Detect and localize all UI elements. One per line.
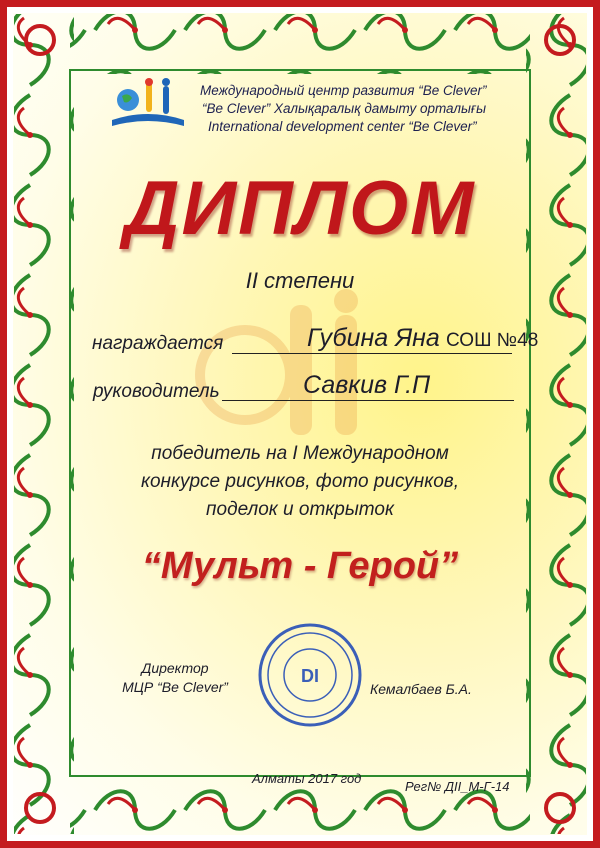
diploma-title: ДИПЛОМ <box>124 166 476 251</box>
header-line-2: “Be Clever” Халықаралық дамыту орталығы <box>202 101 487 116</box>
header-line-1: Международный центр развития “Be Clever” <box>200 83 487 98</box>
director-block <box>105 659 245 697</box>
director-name: Кемалбаев Б.А. <box>370 681 472 697</box>
winner-line-3: поделок и открыток <box>206 499 394 520</box>
organization-header <box>200 82 487 136</box>
winner-line-2: конкурсе рисунков, фото рисунков, <box>141 471 459 492</box>
city-year: Алматы 2017 год <box>252 771 362 786</box>
awarded-underline <box>232 353 512 354</box>
degree-label: II степени <box>245 268 355 293</box>
supervisor-name: Савкив Г.П <box>303 371 431 399</box>
winner-description <box>0 440 600 524</box>
be-clever-logo <box>108 76 188 134</box>
director-org: МЦР “Be Clever” <box>122 679 228 695</box>
registration-number: Рег№ ДII_М-Г-14 <box>405 779 510 794</box>
contest-name: “Мульт - Герой” <box>141 545 459 587</box>
logo-watermark <box>195 285 395 445</box>
official-stamp <box>255 620 365 730</box>
director-title: Директор <box>141 660 209 676</box>
awardee-name: Губина Яна <box>307 324 440 352</box>
awardee-school: СОШ №48 <box>446 330 539 351</box>
header-line-3: International development center “Be Clever” <box>208 119 477 134</box>
supervisor-label: руководитель <box>93 381 220 402</box>
awarded-label: награждается <box>92 333 224 354</box>
winner-line-1: победитель на I Международном <box>151 443 449 464</box>
supervisor-underline <box>222 400 514 401</box>
stamp-center-text: DI <box>301 666 319 686</box>
